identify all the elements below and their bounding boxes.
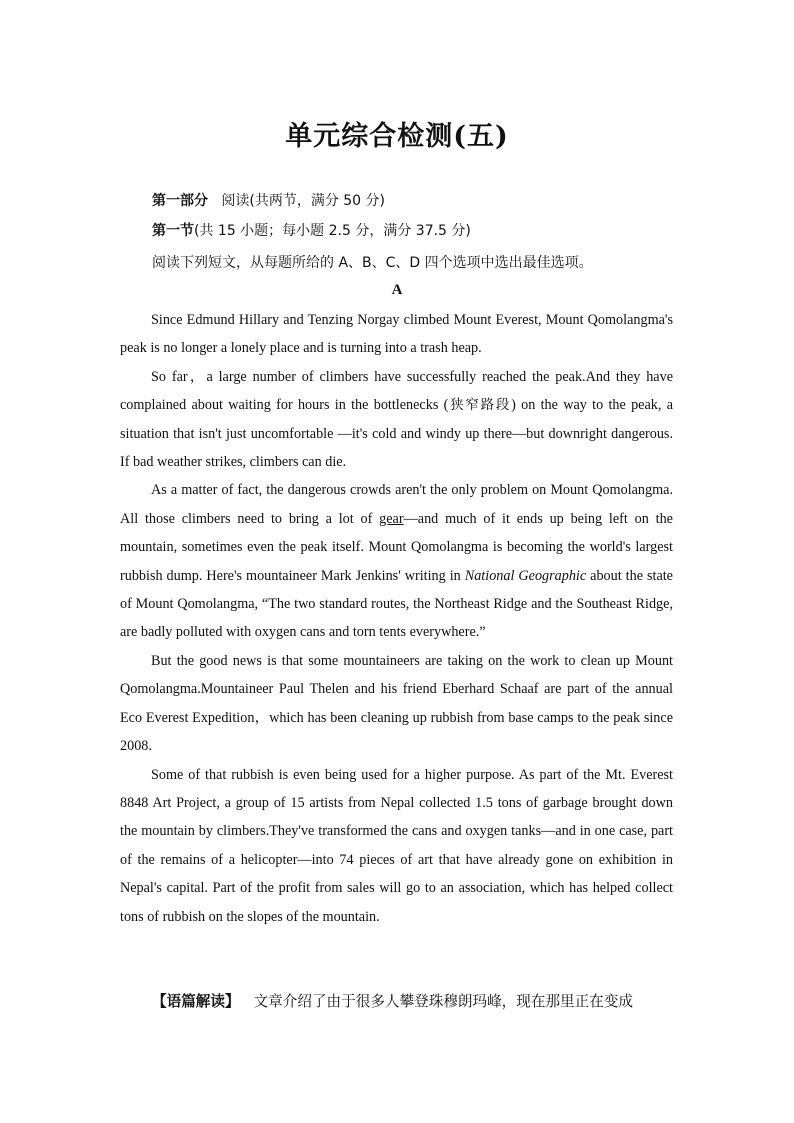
passage-letter: A	[391, 282, 403, 298]
part-label: 第一部分	[152, 193, 208, 209]
section-text: (共 15 小题；每小题 2.5 分，满分 37.5 分)	[194, 223, 471, 239]
chinese-gloss: 狭窄路段	[448, 397, 512, 414]
section-label: 第一节	[152, 223, 194, 239]
passage-analysis	[152, 990, 674, 1011]
paragraph-4: But the good news is that some mountaineers are taking on the work to clean up Mount Qomolangma.Mountaineer Paul Thelen and his friend Eberhard Schaaf are part of the annual Eco Everest Expedition，which has been cleaning up rubbish from base camps to the peak since 2008.	[120, 652, 673, 755]
magazine-title: National Geographic	[464, 567, 587, 584]
paragraph-3: As a matter of fact, the dangerous crowds aren't the only problem on Mount Qomolangma. All those climbers need to bring a lot of gear—and much of it ends up being left on the mountain, sometimes even the peak itself. Mount Qomolangma is becoming the world's largest rubbish dump. Here's mountaineer Mark Jenkins' writing in National Geographic about the state of Mount Qomolangma, “The two standard routes, the Northeast Ridge and the Southeast Ridge, are badly polluted with oxygen cans and torn tents everywhere.”	[120, 482, 673, 641]
part-text: 阅读(共两节，满分 50 分)	[221, 193, 385, 209]
part-heading	[152, 190, 385, 210]
instruction: 阅读下列短文，从每题所给的 A、B、C、D 四个选项中选出最佳选项。	[152, 255, 593, 271]
paragraph-2: So far，a large number of climbers have successfully reached the peak.And they have complained about waiting for hours in the bottlenecks (狭窄路段) on the way to the peak, a situation that isn't just uncomfortable —it's cold and windy up there—but downright dangerous. If bad weather strikes, climbers can die.	[120, 368, 674, 471]
analysis-label: 【语篇解读】	[152, 993, 240, 1010]
underlined-word: gear	[379, 510, 404, 527]
passage-body	[120, 306, 673, 931]
analysis-text: 文章介绍了由于很多人攀登珠穆朗玛峰，现在那里正在变成	[253, 993, 634, 1010]
page-title: 单元综合检测(五)	[285, 121, 509, 152]
paragraph-1: Since Edmund Hillary and Tenzing Norgay climbed Mount Everest, Mount Qomolangma's peak is no longer a lonely place and is turning into a trash heap.	[120, 312, 673, 357]
section-heading	[152, 220, 471, 240]
paragraph-5: Some of that rubbish is even being used for a higher purpose. As part of the Mt. Everest 8848 Art Project, a group of 15 artists from Nepal collected 1.5 tons of garbage brought down the mountain by climbers.They've transformed the cans and oxygen tanks—and in one case, part of the remains of a helicopter—into 74 pieces of art that have already gone on exhibition in Nepal's capital. Part of the profit from sales will go to an association, which has helped collect tons of rubbish on the slopes of the mountain.	[120, 766, 673, 925]
